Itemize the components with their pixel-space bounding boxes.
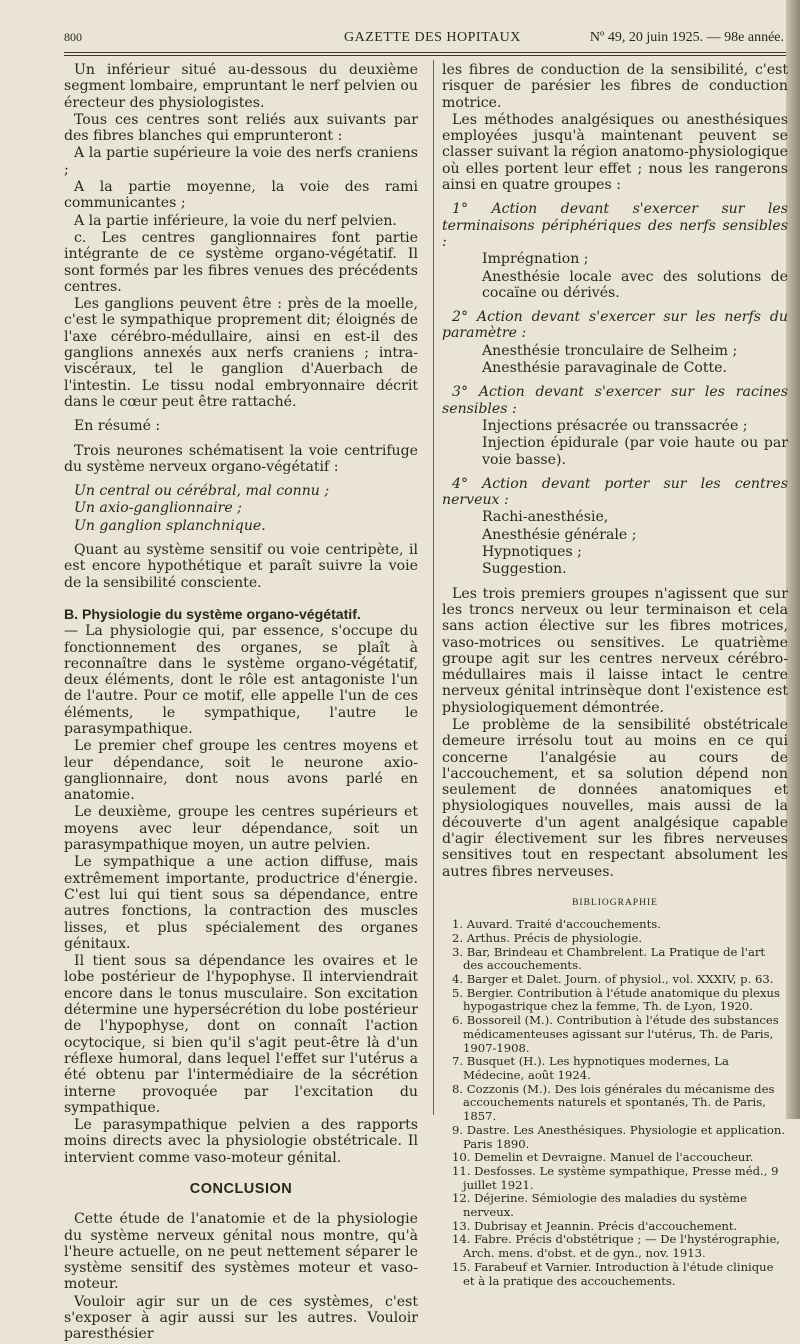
section-b-heading: B. Physiologie du système organo-végétatif. [64,605,361,622]
issue-info: Nº 49, 20 juin 1925. — 98e année. [589,30,784,45]
group-item: Rachi-anesthésie, [482,509,609,526]
page-edge-shadow [786,0,800,1119]
paragraph: Quant au système sensitif ou voie centripète, il est encore hypothétique et paraît suivre la voie de la sensibilité consciente. [64,542,418,591]
paragraph: A la partie supérieure la voie des nerfs craniens ; [64,145,418,178]
paragraph: Un inférieur situé au-dessous du deuxième segment lombaire, empruntant le nerf pelvien ou érecteur des physiologistes. [64,62,418,111]
bibliography-entry: 6. Bossoreil (M.). Contribution à l'étude des substances médicamenteuses agissant sur l'utérus, Th. de Paris, 1907-1908. [452,1013,779,1055]
paragraph: A la partie inférieure, la voie du nerf pelvien. [74,212,397,229]
paragraph: Cette étude de l'anatomie et de la physiologie du système nerveux génital nous montre, qu'à l'heure actuelle, on ne peut nettement séparer le système sensitif des systèmes moteur et vaso-moteur. [64,1211,418,1293]
bibliography-entry: 3. Bar, Brindeau et Chambrelent. La Pratique de l'art des accouchements. [452,944,766,973]
column-divider [433,60,434,1115]
group-item: Suggestion. [482,561,567,578]
paragraph: Le deuxième, groupe les centres supérieurs et moyens avec leur dépendance, soit un parasympathique moyen, un autre pelvien. [64,804,418,854]
bibliography-heading: BIBLIOGRAPHIE [572,897,658,908]
bibliography-entry: 5. Bergier. Contribution à l'étude anatomique du plexus hypogastrique chez la femme, Th. de Lyon, 1920. [452,985,780,1014]
group-heading: 3° Action devant s'exercer sur les racines sensibles : [442,384,788,417]
bibliography-entry: 7. Busquet (H.). Les hypnotiques modernes, La Médecine, août 1924. [452,1054,729,1082]
bibliography-entry: 2. Arthus. Précis de physiologie. [452,930,643,945]
paragraph: Trois neurones schématisent la voie centrifuge du système nerveux organo-végétatif : [64,442,418,475]
group-item: Injection épidurale (par voie haute ou par voie basse). [482,435,788,468]
page-header [64,24,784,46]
list-line: Un central ou cérébral, mal connu ; [74,483,330,500]
paragraph: Les méthodes analgésiques ou anesthésiques employées jusqu'à maintenant peuvent se classer suivant la région anatomo-physiologique où elles portent leur effet ; nous les rangerons ainsi en quatre groupes : [442,111,788,194]
bibliography-entry: 1. Auvard. Traité d'accouchements. [452,917,661,932]
bibliography-entry: 4. Barger et Dalet. Journ. of physiol., vol. XXXIV, p. 63. [452,972,774,987]
bibliography-entry: 8. Cozzonis (M.). Des lois générales du mécanisme des accouchements naturels et spontanés, Th. de Paris, 1857. [452,1081,775,1124]
group-heading: 1° Action devant s'exercer sur les terminaisons périphériques des nerfs sensibles : [442,201,788,250]
right-column [442,62,788,1288]
group-heading: 2° Action devant s'exercer sur les nerfs du paramètre : [442,309,788,342]
paragraph: A la partie moyenne, la voie des rami communicantes ; [64,179,418,212]
bibliography-entry: 10. Demelin et Devraigne. Manuel de l'accoucheur. [452,1150,754,1165]
group-item: Anesthésie paravaginale de Cotte. [482,360,727,377]
header-rule [64,52,786,56]
paragraph: En résumé : [74,418,161,435]
group-item: Injections présacrée ou transsacrée ; [482,417,748,434]
paragraph: c. Les centres ganglionnaires font partie intégrante de ce système organo-végétatif. Il sont formés par les fibres venues des précédents centres. [64,229,418,295]
bibliography-entry: 14. Fabre. Précis d'obstétrique ; — De l'hystérographie, Arch. mens. d'obst. et de gyn., nov. 1913. [452,1232,780,1261]
paragraph: Il tient sous sa dépendance les ovaires et le lobe postérieur de l'hypophyse. Il interviendrait encore dans le tonus musculaire. Son excitation détermine une hypersécrétion du lobe postérieur de l'hypophyse, dont on connaît l'action ocytocique, si bien qu'il s'agit peut-être là d'un réflexe humoral, dans lequel l'effet sur l'utérus a été obtenu par l'intermédiaire de la sécrétion interne provoquée par l'excitation du sympathique. [64,953,418,1116]
bibliography-entry: 11. Desfosses. Le système sympathique, Presse méd., 9 juillet 1921. [452,1163,779,1192]
list-line: Un ganglion splanchnique. [74,517,266,534]
list-line: Un axio-ganglionnaire ; [74,500,242,517]
group-item: Anesthésie générale ; [482,526,637,543]
bibliography-entry: 9. Dastre. Les Anesthésiques. Physiologie et application. Paris 1890. [452,1122,785,1151]
bibliography-list [442,918,788,1288]
group-item: Hypnotiques ; [482,544,582,561]
group-heading: 4° Action devant porter sur les centres nerveux : [442,475,788,509]
paragraph: les fibres de conduction de la sensibilité, c'est risquer de parésier les fibres de conduction motrice. [442,62,788,111]
journal-title: GAZETTE DES HOPITAUX [344,30,521,45]
bibliography-entry: 15. Farabeuf et Varnier. Introduction à l'étude clinique et à la pratique des accouchements. [452,1259,774,1288]
paragraph: Les ganglions peuvent être : près de la moelle, c'est le sympathique proprement dit; éloignés de l'axe cérébro-médullaire, ainsi en est-il des ganglions annexés aux nerfs craniens ; intra-viscéraux, tel le ganglion d'Auerbach de l'intestin. Le tissu nodal embryonnaire décrit dans le cœur peut être rattaché. [64,296,418,410]
paragraph: Vouloir agir sur un de ces systèmes, c'est s'exposer à agir aussi sur les autres. Vouloir paresthésier [64,1293,418,1343]
paragraph: Les trois premiers groupes n'agissent que sur les troncs nerveux ou leur terminaison et cela sans action élective sur les fibres motrices, vaso-motrices ou sensitives. Le quatrième groupe agit sur les centres nerveux cérébro-médullaires mais il laisse intact le centre nerveux génital intrinsèque dont l'existence est physiologiquement démontrée. [442,585,788,716]
left-column [64,62,418,1344]
bibliography-entry: 13. Dubrisay et Jeannin. Précis d'accouchement. [452,1218,738,1233]
conclusion-heading: CONCLUSION [189,1181,293,1197]
paragraph: Le parasympathique pelvien a des rapports moins directs avec la physiologie obstétricale. Il intervient comme vaso-moteur génital. [64,1117,418,1166]
group-item: Imprégnation ; [482,251,589,268]
group-item: Anesthésie tronculaire de Selheim ; [482,342,738,359]
paragraph: Le premier chef groupe les centres moyens et leur dépendance, soit le neurone axio-ganglionnaire, dont nous avons parlé en anatomie. [64,738,418,804]
paragraph: — La physiologie qui, par essence, s'occupe du fonctionnement des organes, se plaît à reconnaître dans le système organo-végétatif, deux éléments, dont le rôle est antagoniste l'un de l'autre. Pour ce motif, elle appelle l'un de ces éléments, le sympathique, l'autre le parasympathique. [64,623,418,737]
paragraph: Le sympathique a une action diffuse, mais extrêmement importante, productrice d'énergie. C'est lui qui tient sous sa dépendance, entre autres fonctions, la contraction des muscles lisses, et plus spécialement des organes génitaux. [64,854,418,952]
paragraph: Le problème de la sensibilité obstétricale demeure irrésolu tout au moins en ce qui concerne l'analgésie au cours de l'accouchement, et sa solution dépend non seulement de données anatomiques et physiologiques nouvelles, mais aussi de la découverte d'un agent analgésique capable d'agir électivement sur les fibres nerveuses sensitives tout en respectant absolument les autres fibres nerveuses. [442,716,788,880]
bibliography-entry: 12. Déjerine. Sémiologie des maladies du système nerveux. [452,1191,748,1220]
group-item: Anesthésie locale avec des solutions de cocaïne ou dérivés. [482,268,788,301]
paragraph: Tous ces centres sont reliés aux suivants par des fibres blanches qui emprunteront : [64,111,418,145]
page-number: 800 [64,30,82,44]
